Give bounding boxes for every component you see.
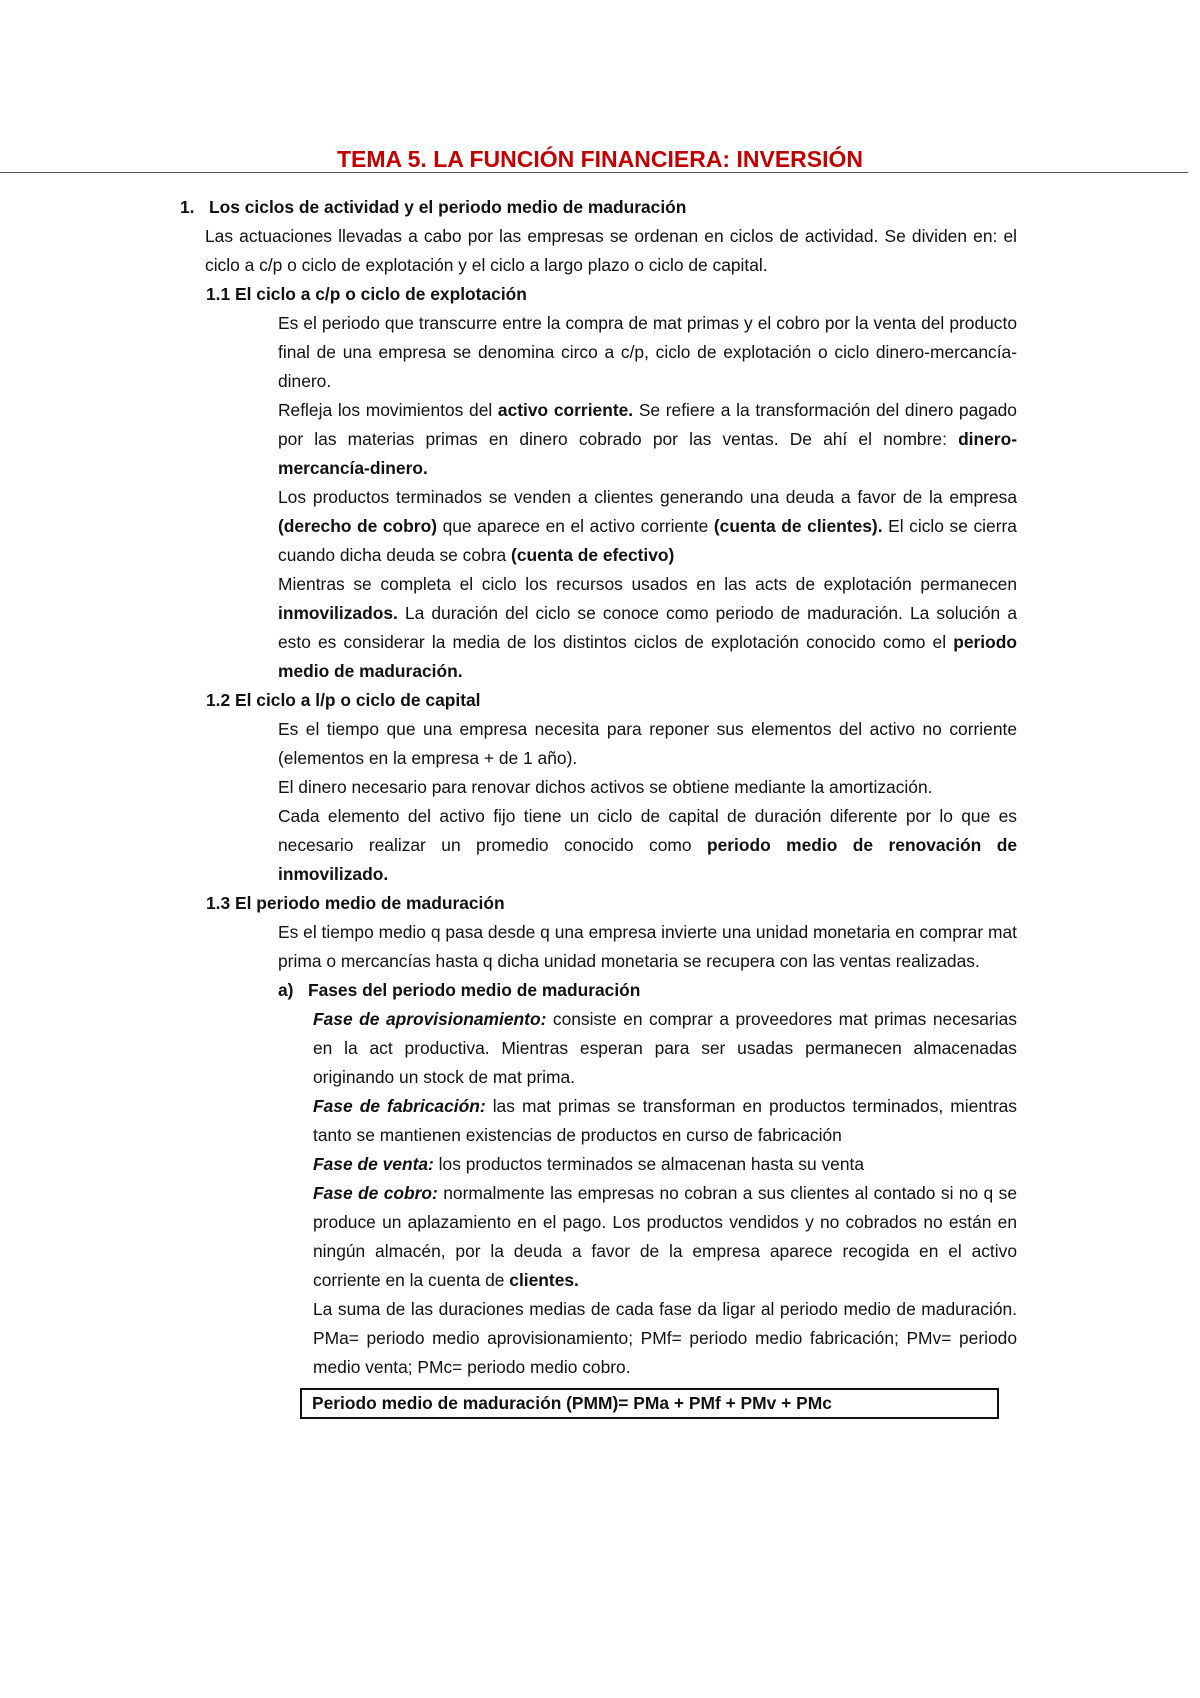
section-1-1-number: 1.1 [206, 284, 231, 304]
bold-term: dinero-mercancía-dinero. [278, 429, 1017, 478]
section-1-3-title: El periodo medio de maduración [235, 893, 505, 913]
phase-term: Fase de fabricación: [313, 1096, 486, 1116]
phase-aprovisionamiento [0, 1005, 1200, 1092]
text-run: los productos terminados se almacenan hasta su venta [438, 1154, 865, 1174]
text-run: La duración del ciclo se conoce como periodo de maduración. La solución a esto es considerar la media de los distintos ciclos de explotación conocido como el [278, 603, 1017, 652]
phase-term: Fase de aprovisionamiento: [313, 1009, 547, 1029]
section-1-2-title: El ciclo a l/p o ciclo de capital [235, 690, 481, 710]
phase-term: Fase de venta: [313, 1154, 434, 1174]
text-run: normalmente las empresas no cobran a sus clientes al contado si no q se produce un aplazamiento en el pago. Los productos vendidos y no cobrados no están en ningún almacén, por la deuda a favor de la empresa aparece recogida en el activo corriente en la cuenta de [313, 1183, 1017, 1290]
text-run: Cada elemento del activo fijo tiene un ciclo de capital de duración diferente por lo que es necesario realizar un promedio conocido como [278, 806, 1017, 855]
section-1-1-paragraph-1: Es el periodo que transcurre entre la compra de mat primas y el cobro por la venta del producto final de una empresa se denomina circo a c/p, ciclo de explotación o ciclo dinero-mercancía-dinero. [278, 313, 1017, 391]
phase-term: Fase de cobro: [313, 1183, 438, 1203]
bold-term: inmovilizados. [278, 603, 398, 623]
subsection-a-marker: a) [278, 980, 294, 1000]
section-1-3-paragraph-1: Es el tiempo medio q pasa desde q una empresa invierte una unidad monetaria en comprar mat prima o mercancías hasta q dicha unidad monetaria se recupera con las ventas realizadas. [278, 922, 1017, 971]
section-1-2-paragraph-3 [0, 802, 1200, 889]
section-1-3-heading [0, 889, 1200, 918]
section-1-2-number: 1.2 [206, 690, 231, 710]
section-1-2-paragraph-1: Es el tiempo que una empresa necesita para reponer sus elementos del activo no corriente (elementos en la empresa + de 1 año). [278, 719, 1017, 768]
text-run: consiste en comprar a proveedores mat primas necesarias en la act productiva. Mientras esperan para ser usadas permanecen almacenadas originando un stock de mat prima. [313, 1009, 1017, 1087]
text-run: Refleja los movimientos del [278, 400, 493, 420]
section-1-2-paragraph-2: El dinero necesario para renovar dichos activos se obtiene mediante la amortización. [278, 777, 933, 797]
subsection-a-title: Fases del periodo medio de maduración [307, 980, 641, 1000]
section-1-1-title: El ciclo a c/p o ciclo de explotación [235, 284, 527, 304]
document-title: TEMA 5. LA FUNCIÓN FINANCIERA: INVERSIÓN [336, 146, 864, 172]
section-1-number: 1. [180, 197, 195, 217]
section-1-1-paragraph-4 [0, 570, 1200, 686]
section-1-title: Los ciclos de actividad y el periodo medio de maduración [209, 197, 687, 217]
phase-venta [0, 1150, 1200, 1179]
text-run: que aparece en el activo corriente [442, 516, 709, 536]
phase-fabricacion [0, 1092, 1200, 1150]
phase-cobro [0, 1179, 1200, 1295]
title-rule [0, 172, 1188, 173]
section-1-heading [0, 193, 1200, 222]
bold-term: clientes. [509, 1270, 579, 1290]
subsection-a-heading [0, 976, 1200, 1005]
text-run: El ciclo se cierra cuando dicha deuda se cobra [278, 516, 1017, 565]
section-1-intro: Las actuaciones llevadas a cabo por las empresas se ordenan en ciclos de actividad. Se dividen en: el ciclo a c/p o ciclo de explotación y el ciclo a largo plazo o ciclo de capital. [205, 226, 1017, 275]
bold-term: (cuenta de efectivo) [511, 545, 675, 565]
section-1-3-number: 1.3 [206, 893, 231, 913]
section-1-2-heading [0, 686, 1200, 715]
section-1-1-heading [0, 280, 1200, 309]
bold-term: (cuenta de clientes). [713, 516, 883, 536]
text-run: Los productos terminados se venden a clientes generando una deuda a favor de la empresa [278, 487, 1017, 507]
document-body [0, 193, 1200, 1419]
text-run: Mientras se completa el ciclo los recursos usados en las acts de explotación permanecen [278, 574, 1017, 594]
pmm-formula-box: Periodo medio de maduración (PMM)= PMa + PMf + PMv + PMc [300, 1388, 999, 1419]
bold-term: (derecho de cobro) [278, 516, 437, 536]
bold-term: periodo medio de renovación de inmovilizado. [278, 835, 1018, 884]
bold-term: periodo medio de maduración. [278, 632, 1017, 681]
phases-summary: La suma de las duraciones medias de cada fase da ligar al periodo medio de maduración. PMa= periodo medio aprovisionamiento; PMf= periodo medio fabricación; PMv= periodo medio venta; PMc= periodo medio cobro. [313, 1299, 1017, 1377]
section-1-1-paragraph-2 [0, 396, 1200, 483]
bold-term: activo corriente. [497, 400, 634, 420]
section-1-1-paragraph-3 [0, 483, 1200, 570]
text-run: las mat primas se transforman en productos terminados, mientras tanto se mantienen existencias de productos en curso de fabricación [313, 1096, 1017, 1145]
text-run: Se refiere a la transformación del dinero pagado por las materias primas en dinero cobrado por las ventas. De ahí el nombre: [278, 400, 1017, 449]
